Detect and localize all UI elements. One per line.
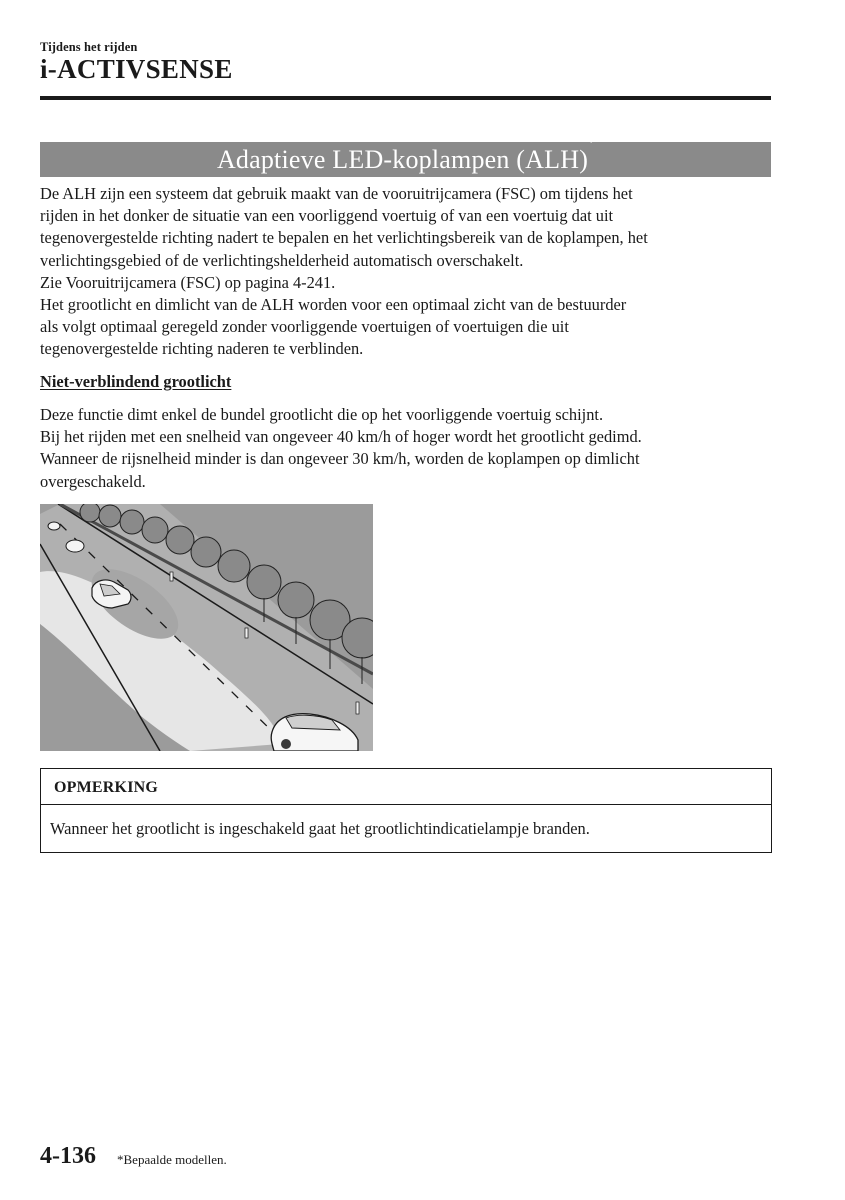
intro-line: rijden in het donker de situatie van een voorliggend voertuig of van een voertuig dat uit — [40, 206, 614, 226]
model-asterisk: * — [588, 135, 595, 149]
function-line: Bij het rijden met een snelheid van ongeveer 40 km/h of hoger wordt het grootlicht gedimd. — [40, 427, 642, 447]
intro-line: verlichtingsgebied of de verlichtingshelderheid automatisch overschakelt. — [40, 250, 524, 270]
intro-line: tegenovergestelde richting naderen te verblinden. — [40, 339, 364, 359]
section-title: Adaptieve LED-koplampen (ALH) — [216, 145, 589, 174]
footnote: *Bepaalde modellen. — [117, 1152, 227, 1167]
intro-line: Zie Vooruitrijcamera (FSC) op pagina 4-241. — [40, 272, 336, 292]
function-line: Wanneer de rijsnelheid minder is dan ongeveer 30 km/h, worden de koplampen op dimlicht — [40, 449, 640, 469]
function-line: overgeschakeld. — [40, 471, 146, 491]
section-title-bar — [40, 135, 771, 177]
intro-line: Het grootlicht en dimlicht van de ALH worden voor een optimaal zicht van de bestuurder — [40, 295, 627, 315]
page-number: 4-136 — [40, 1143, 96, 1169]
section-label: Tijdens het rijden — [40, 40, 138, 54]
function-paragraph — [40, 404, 775, 493]
intro-line: tegenovergestelde richting nadert te bepalen en het verlichtingsbereik van de koplampen, het — [40, 228, 648, 248]
chapter-title: i-ACTIVSENSE — [40, 54, 233, 84]
header-divider — [40, 96, 771, 100]
note-text: Wanneer het grootlicht is ingeschakeld gaat het grootlichtindicatielampje branden. — [50, 819, 590, 838]
note-title: OPMERKING — [41, 769, 771, 805]
headlight-illustration — [40, 504, 373, 751]
subheading: Niet-verblindend grootlicht — [40, 372, 232, 391]
intro-line: De ALH zijn een systeem dat gebruik maakt van de vooruitrijcamera (FSC) om tijdens het — [40, 184, 633, 203]
function-line: Deze functie dimt enkel de bundel grootlicht die op het voorliggende voertuig schijnt. — [40, 405, 604, 424]
note-box — [40, 768, 772, 853]
intro-line: als volgt optimaal geregeld zonder voorliggende voertuigen of voertuigen die uit — [40, 317, 569, 337]
intro-paragraph — [40, 183, 775, 361]
